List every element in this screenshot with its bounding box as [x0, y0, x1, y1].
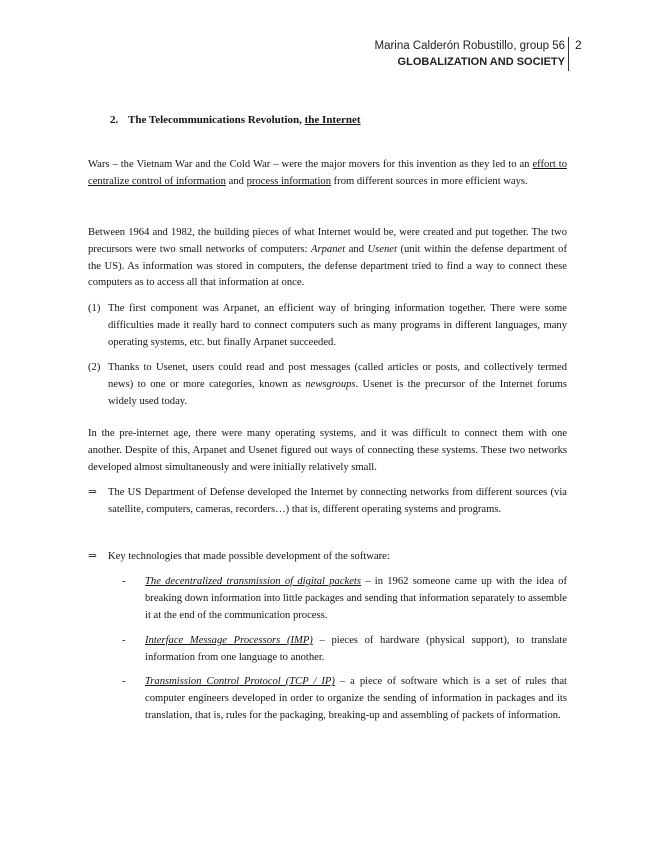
arrow-item: [88, 485, 567, 519]
dash-bullet: -: [122, 676, 126, 687]
text: . Usenet is the precursor of the Internet forums widely used today.: [108, 378, 567, 407]
paragraph-1964: [88, 225, 567, 292]
text: from different sources in more efficient ways.: [331, 175, 528, 187]
tech-term: Transmission Control Protocol (TCP / IP): [145, 676, 335, 687]
tech-item: [122, 674, 567, 724]
section-heading: [110, 114, 361, 126]
paragraph-wars: [88, 157, 567, 191]
italic-text: newsgroups: [305, 378, 356, 390]
tech-item: [122, 633, 567, 667]
section-title-underlined: the Internet: [304, 114, 361, 126]
italic-text: Usenet: [367, 243, 397, 255]
list-item: [88, 360, 567, 410]
arrow-icon: ⇒: [88, 551, 97, 562]
arrow-item: [88, 549, 567, 566]
text: Key technologies that made possible development of the software:: [108, 551, 390, 562]
text: (unit within the defense department of the US). As information was stored in computers, the defense department tried to find a way to connect these computers as to access all that information at once.: [88, 243, 568, 289]
underlined-text: process information: [246, 175, 331, 187]
dash-bullet: -: [122, 576, 126, 587]
paragraph-pre-internet: In the pre-internet age, there were many operating systems, and it was difficult to connect them with one another. Despite of this, Arpanet and Usenet figured out ways of connecting these systems. These two networks developed almost simultaneously and were initially relatively small.: [88, 428, 567, 473]
section-number: 2.: [110, 114, 119, 126]
text: Between 1964 and 1982, the building pieces of what Internet would be, were created and put together. The two precursors were two small networks of computers:: [88, 227, 567, 255]
page-header: [375, 38, 566, 70]
dash-bullet: -: [122, 635, 126, 646]
arrow-icon: ⇒: [88, 487, 97, 498]
text: Thanks to Usenet, users could read and post messages (called articles or posts, and collectively termed news) to one or more categories, known as: [108, 362, 567, 390]
text: The US Department of Defense developed the Internet by connecting networks from different sources (via satellite, computers, cameras, recorders…) that is, different operating systems and programs.: [108, 487, 567, 515]
page-number: 2: [575, 38, 582, 52]
italic-text: Arpanet: [311, 243, 346, 255]
underlined-text: effort to centralize control of information: [88, 159, 567, 187]
header-course: GLOBALIZATION AND SOCIETY: [397, 56, 565, 68]
list-marker: (2): [88, 362, 101, 373]
text: – a piece of software which is a set of rules that computer engineers developed in order to organize the sending of information in packages and its translation, that is, rules for the packaging, breaking-up and assembling of packets of information.: [145, 676, 567, 721]
tech-term: Interface Message Processors (IMP): [145, 635, 313, 646]
text: and: [225, 175, 247, 187]
tech-item: [122, 574, 567, 624]
text: and: [345, 243, 368, 255]
header-divider: [568, 37, 569, 71]
list-marker: (1): [88, 303, 101, 314]
tech-term: The decentralized transmission of digital packets: [145, 576, 361, 587]
section-title: The Telecommunications Revolution,: [128, 114, 305, 126]
text: – in 1962 someone came up with the idea of breaking down information into little packages and sending that information separately to assemble it at the end of the communication process.: [145, 576, 567, 621]
text: Wars – the Vietnam War and the Cold War – were the major movers for this invention as they led to an: [88, 159, 533, 170]
list-item: [88, 301, 567, 351]
header-author: Marina Calderón Robustillo, group 56: [374, 40, 565, 52]
text: – pieces of hardware (physical support), to translate information from one language to another.: [145, 635, 567, 663]
text: The first component was Arpanet, an efficient way of bringing information together. There were some difficulties made it really hard to connect computers such as many programs in different languages, many operating systems, etc. but finally Arpanet succeeded.: [108, 303, 567, 348]
